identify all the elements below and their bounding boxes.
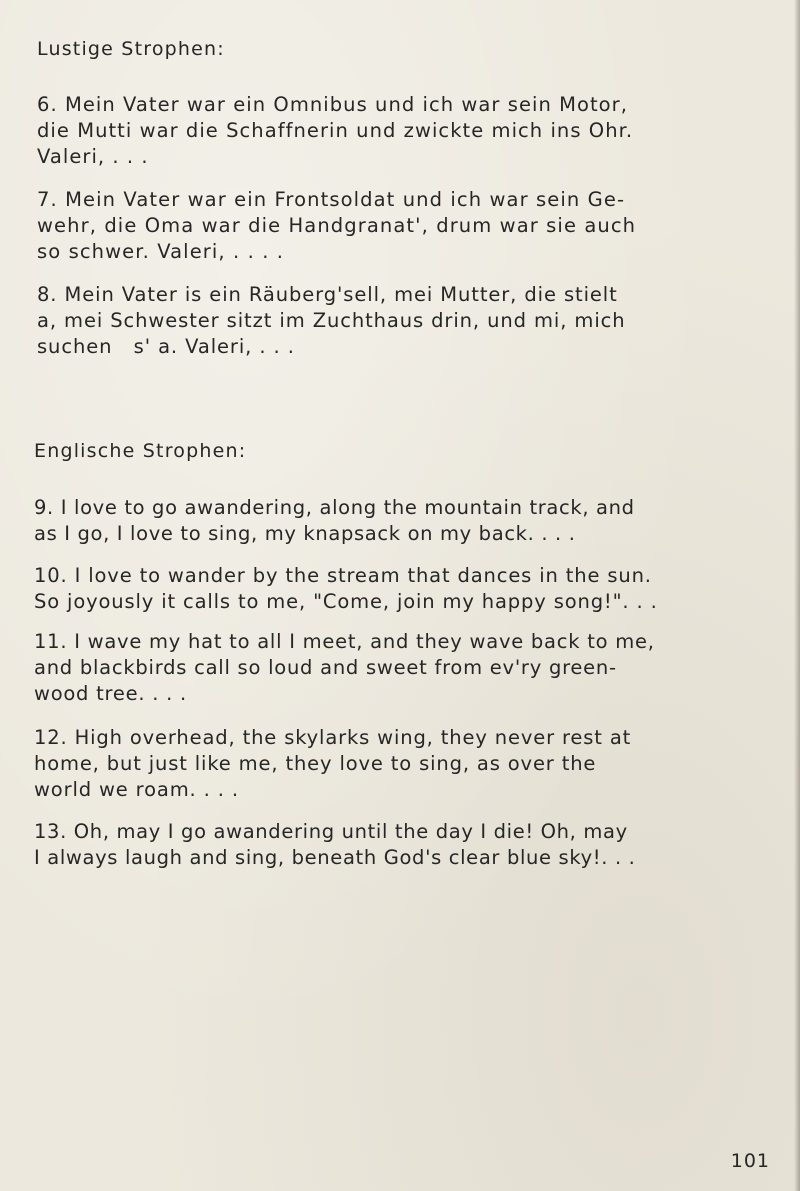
- stanza-line: 13. Oh, may I go awandering until the day I die! Oh, may: [34, 820, 628, 843]
- stanza-8: [37, 282, 626, 360]
- stanza-line: I always laugh and sing, beneath God's clear blue sky!. . .: [34, 846, 636, 869]
- stanza-line: 12. High overhead, the skylarks wing, they never rest at: [34, 726, 632, 749]
- stanza-12: [34, 725, 631, 803]
- stanza-line: world we roam. . . .: [34, 778, 239, 801]
- stanza-6: [37, 92, 633, 170]
- stanza-line: 6. Mein Vater war ein Omnibus und ich war sein Motor,: [37, 93, 628, 116]
- stanza-line: 8. Mein Vater is ein Räuberg'sell, mei Mutter, die stielt: [37, 283, 618, 306]
- stanza-line: a, mei Schwester sitzt im Zuchthaus drin, und mi, mich: [37, 309, 626, 332]
- stanza-line: 9. I love to go awandering, along the mountain track, and: [34, 496, 635, 519]
- stanza-line: 7. Mein Vater war ein Frontsoldat und ich war sein Ge-: [37, 188, 626, 211]
- stanza-line: so schwer. Valeri, . . . .: [37, 240, 285, 263]
- stanza-line: as I go, I love to sing, my knapsack on my back. . . .: [34, 522, 576, 545]
- stanza-line: wood tree. . . .: [34, 682, 188, 705]
- stanza-line: and blackbirds call so loud and sweet from ev'ry green-: [34, 656, 617, 679]
- page-edge-shadow: [794, 0, 800, 1191]
- stanza-line: home, but just like me, they love to sing, as over the: [34, 752, 597, 775]
- stanza-line: wehr, die Oma war die Handgranat', drum war sie auch: [37, 214, 637, 237]
- stanza-line: 10. I love to wander by the stream that dances in the sun.: [34, 564, 652, 587]
- stanza-9: [34, 495, 635, 547]
- section-heading-lustige: Lustige Strophen:: [37, 38, 225, 60]
- stanza-13: [34, 819, 636, 871]
- section-heading-englische: Englische Strophen:: [34, 440, 247, 462]
- page-number: 101: [730, 1150, 770, 1172]
- stanza-10: [34, 563, 658, 615]
- stanza-line: suchen s' a. Valeri, . . .: [37, 335, 295, 358]
- stanza-line: So joyously it calls to me, "Come, join my happy song!". . .: [34, 590, 658, 613]
- stanza-line: 11. I wave my hat to all I meet, and they wave back to me,: [34, 630, 655, 653]
- stanza-7: [37, 187, 636, 265]
- stanza-line: Valeri, . . .: [37, 145, 149, 168]
- stanza-11: [34, 629, 655, 707]
- stanza-line: die Mutti war die Schaffnerin und zwickte mich ins Ohr.: [37, 119, 634, 142]
